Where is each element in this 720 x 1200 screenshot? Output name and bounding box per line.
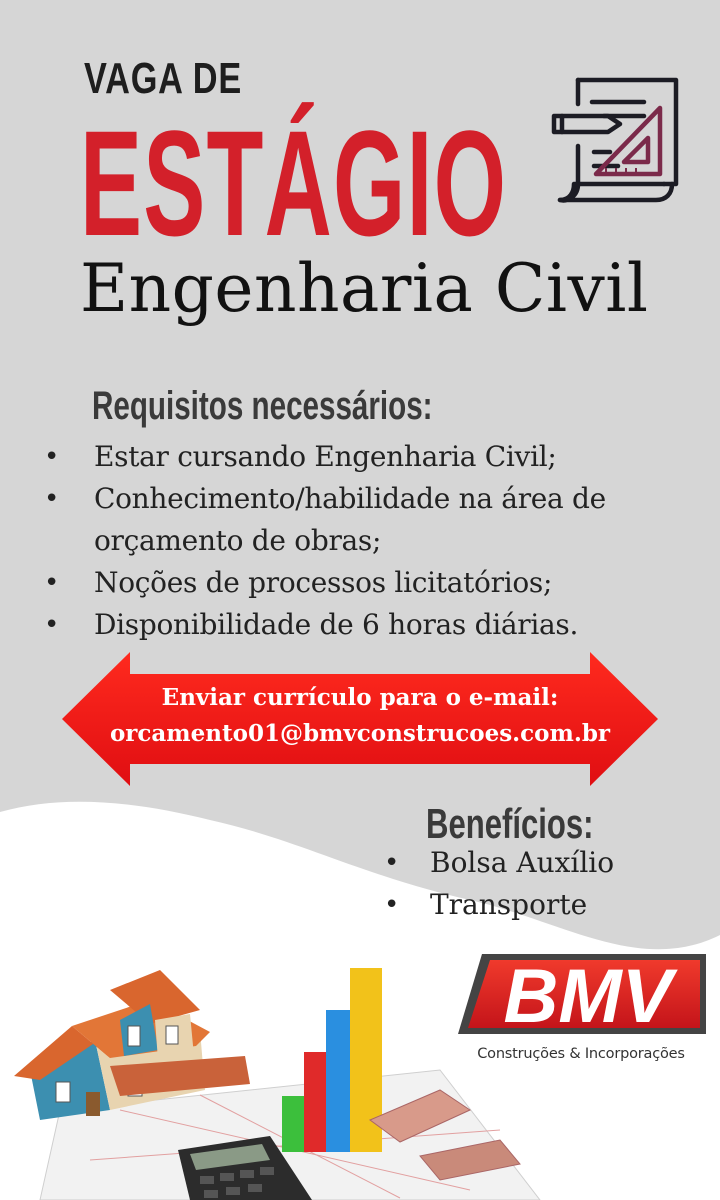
requirements-title: Requisitos necessários: <box>92 384 433 428</box>
bmv-logo-text: BMV <box>503 954 673 1039</box>
list-item: • Noções de processos licitatórios; <box>44 562 684 604</box>
list-item: • Bolsa Auxílio <box>384 842 704 884</box>
construction-illustration <box>0 960 560 1200</box>
contact-instruction: Enviar currículo para o e-mail: <box>161 684 559 711</box>
bullet-icon: • <box>44 610 60 640</box>
bullet-icon: • <box>44 442 60 472</box>
requirements-list <box>44 436 684 646</box>
engenharia-civil-heading: Engenharia Civil <box>80 250 649 327</box>
list-item: • Disponibilidade de 6 horas diárias. <box>44 604 684 646</box>
list-item: • Estar cursando Engenharia Civil; <box>44 436 684 478</box>
blueprint-document-icon <box>548 74 688 214</box>
vaga-de-heading: VAGA DE <box>84 54 243 103</box>
bar-chart-icon <box>282 968 382 1152</box>
bullet-icon: • <box>44 484 60 514</box>
list-item: • Transporte <box>384 884 704 926</box>
list-item: • Conhecimento/habilidade na área de orçamento de obras; <box>44 478 684 562</box>
estagio-heading: ESTÁGIO <box>80 99 508 267</box>
benefits-title: Benefícios: <box>426 800 594 847</box>
logo-tagline: Construções & Incorporações <box>477 1046 685 1062</box>
bullet-icon: • <box>384 890 400 920</box>
contact-text <box>62 680 658 752</box>
bullet-icon: • <box>44 568 60 598</box>
bullet-icon: • <box>384 848 400 878</box>
contact-email[interactable]: orcamento01@bmvconstrucoes.com.br <box>109 720 611 747</box>
benefits-list <box>384 842 704 926</box>
